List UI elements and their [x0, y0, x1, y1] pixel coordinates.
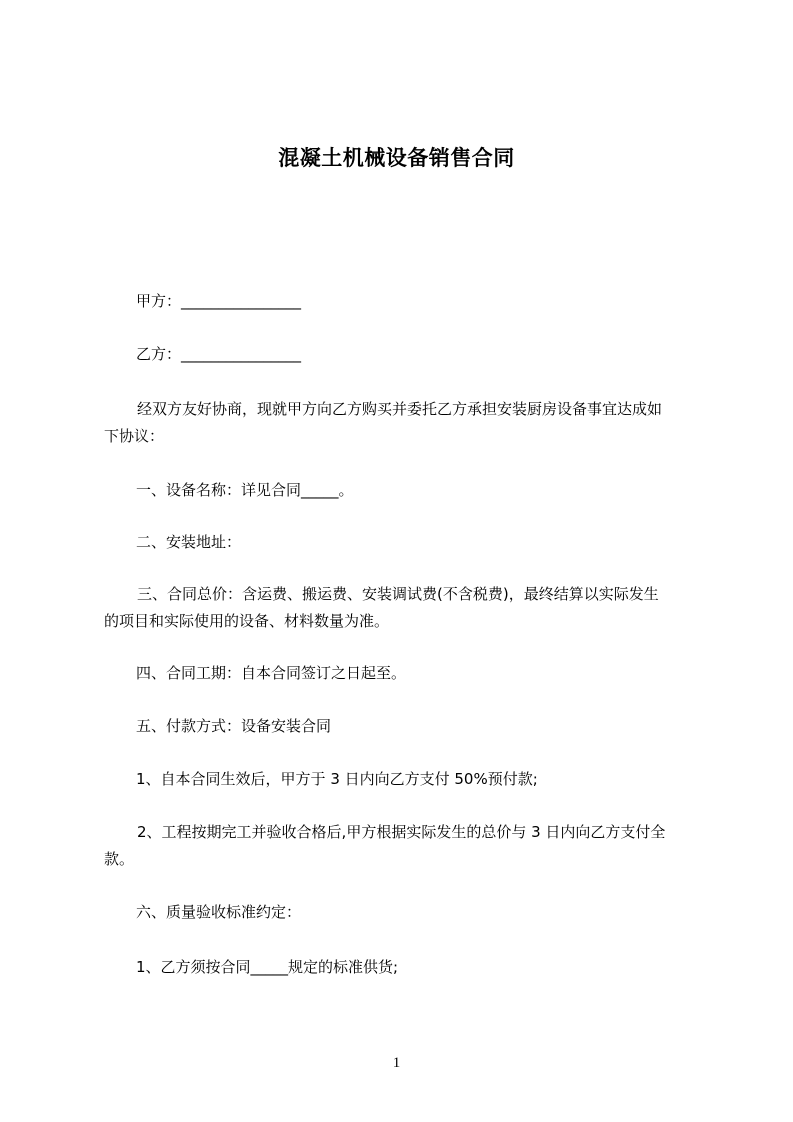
section-3-line-1: 三、合同总价：含运费、搬运费、安装调试费(不含税费)，最终结算以实际发生 — [137, 585, 659, 603]
section-4-duration: 四、合同工期：自本合同签订之日起至。 — [136, 664, 407, 682]
intro-line-2: 下协议： — [104, 427, 165, 445]
document-title: 混凝土机械设备销售合同 — [278, 146, 515, 170]
section-6-quality: 六、质量验收标准约定： — [136, 903, 302, 921]
party-b-line: 乙方：________________ — [136, 345, 302, 363]
page-number: 1 — [392, 1055, 401, 1071]
section-2-install-address: 二、安装地址： — [136, 533, 242, 551]
section-5-item-1: 1、自本合同生效后，甲方于 3 日内向乙方支付 50%预付款; — [136, 770, 538, 788]
section-5-item-2-line-1: 2、工程按期完工并验收合格后,甲方根据实际发生的总价与 3 日内向乙方支付全 — [137, 823, 666, 841]
section-5-payment: 五、付款方式：设备安装合同 — [136, 717, 332, 735]
section-1-equipment-name: 一、设备名称：详见合同_____。 — [136, 481, 354, 499]
party-a-line: 甲方：________________ — [136, 292, 302, 310]
section-3-line-2: 的项目和实际使用的设备、材料数量为准。 — [104, 612, 390, 630]
intro-line-1: 经双方友好协商，现就甲方向乙方购买并委托乙方承担安装厨房设备事宜达成如 — [137, 400, 663, 418]
section-6-item-1: 1、乙方须按合同_____规定的标准供货; — [136, 958, 399, 976]
section-5-item-2-line-2: 款。 — [104, 850, 135, 868]
